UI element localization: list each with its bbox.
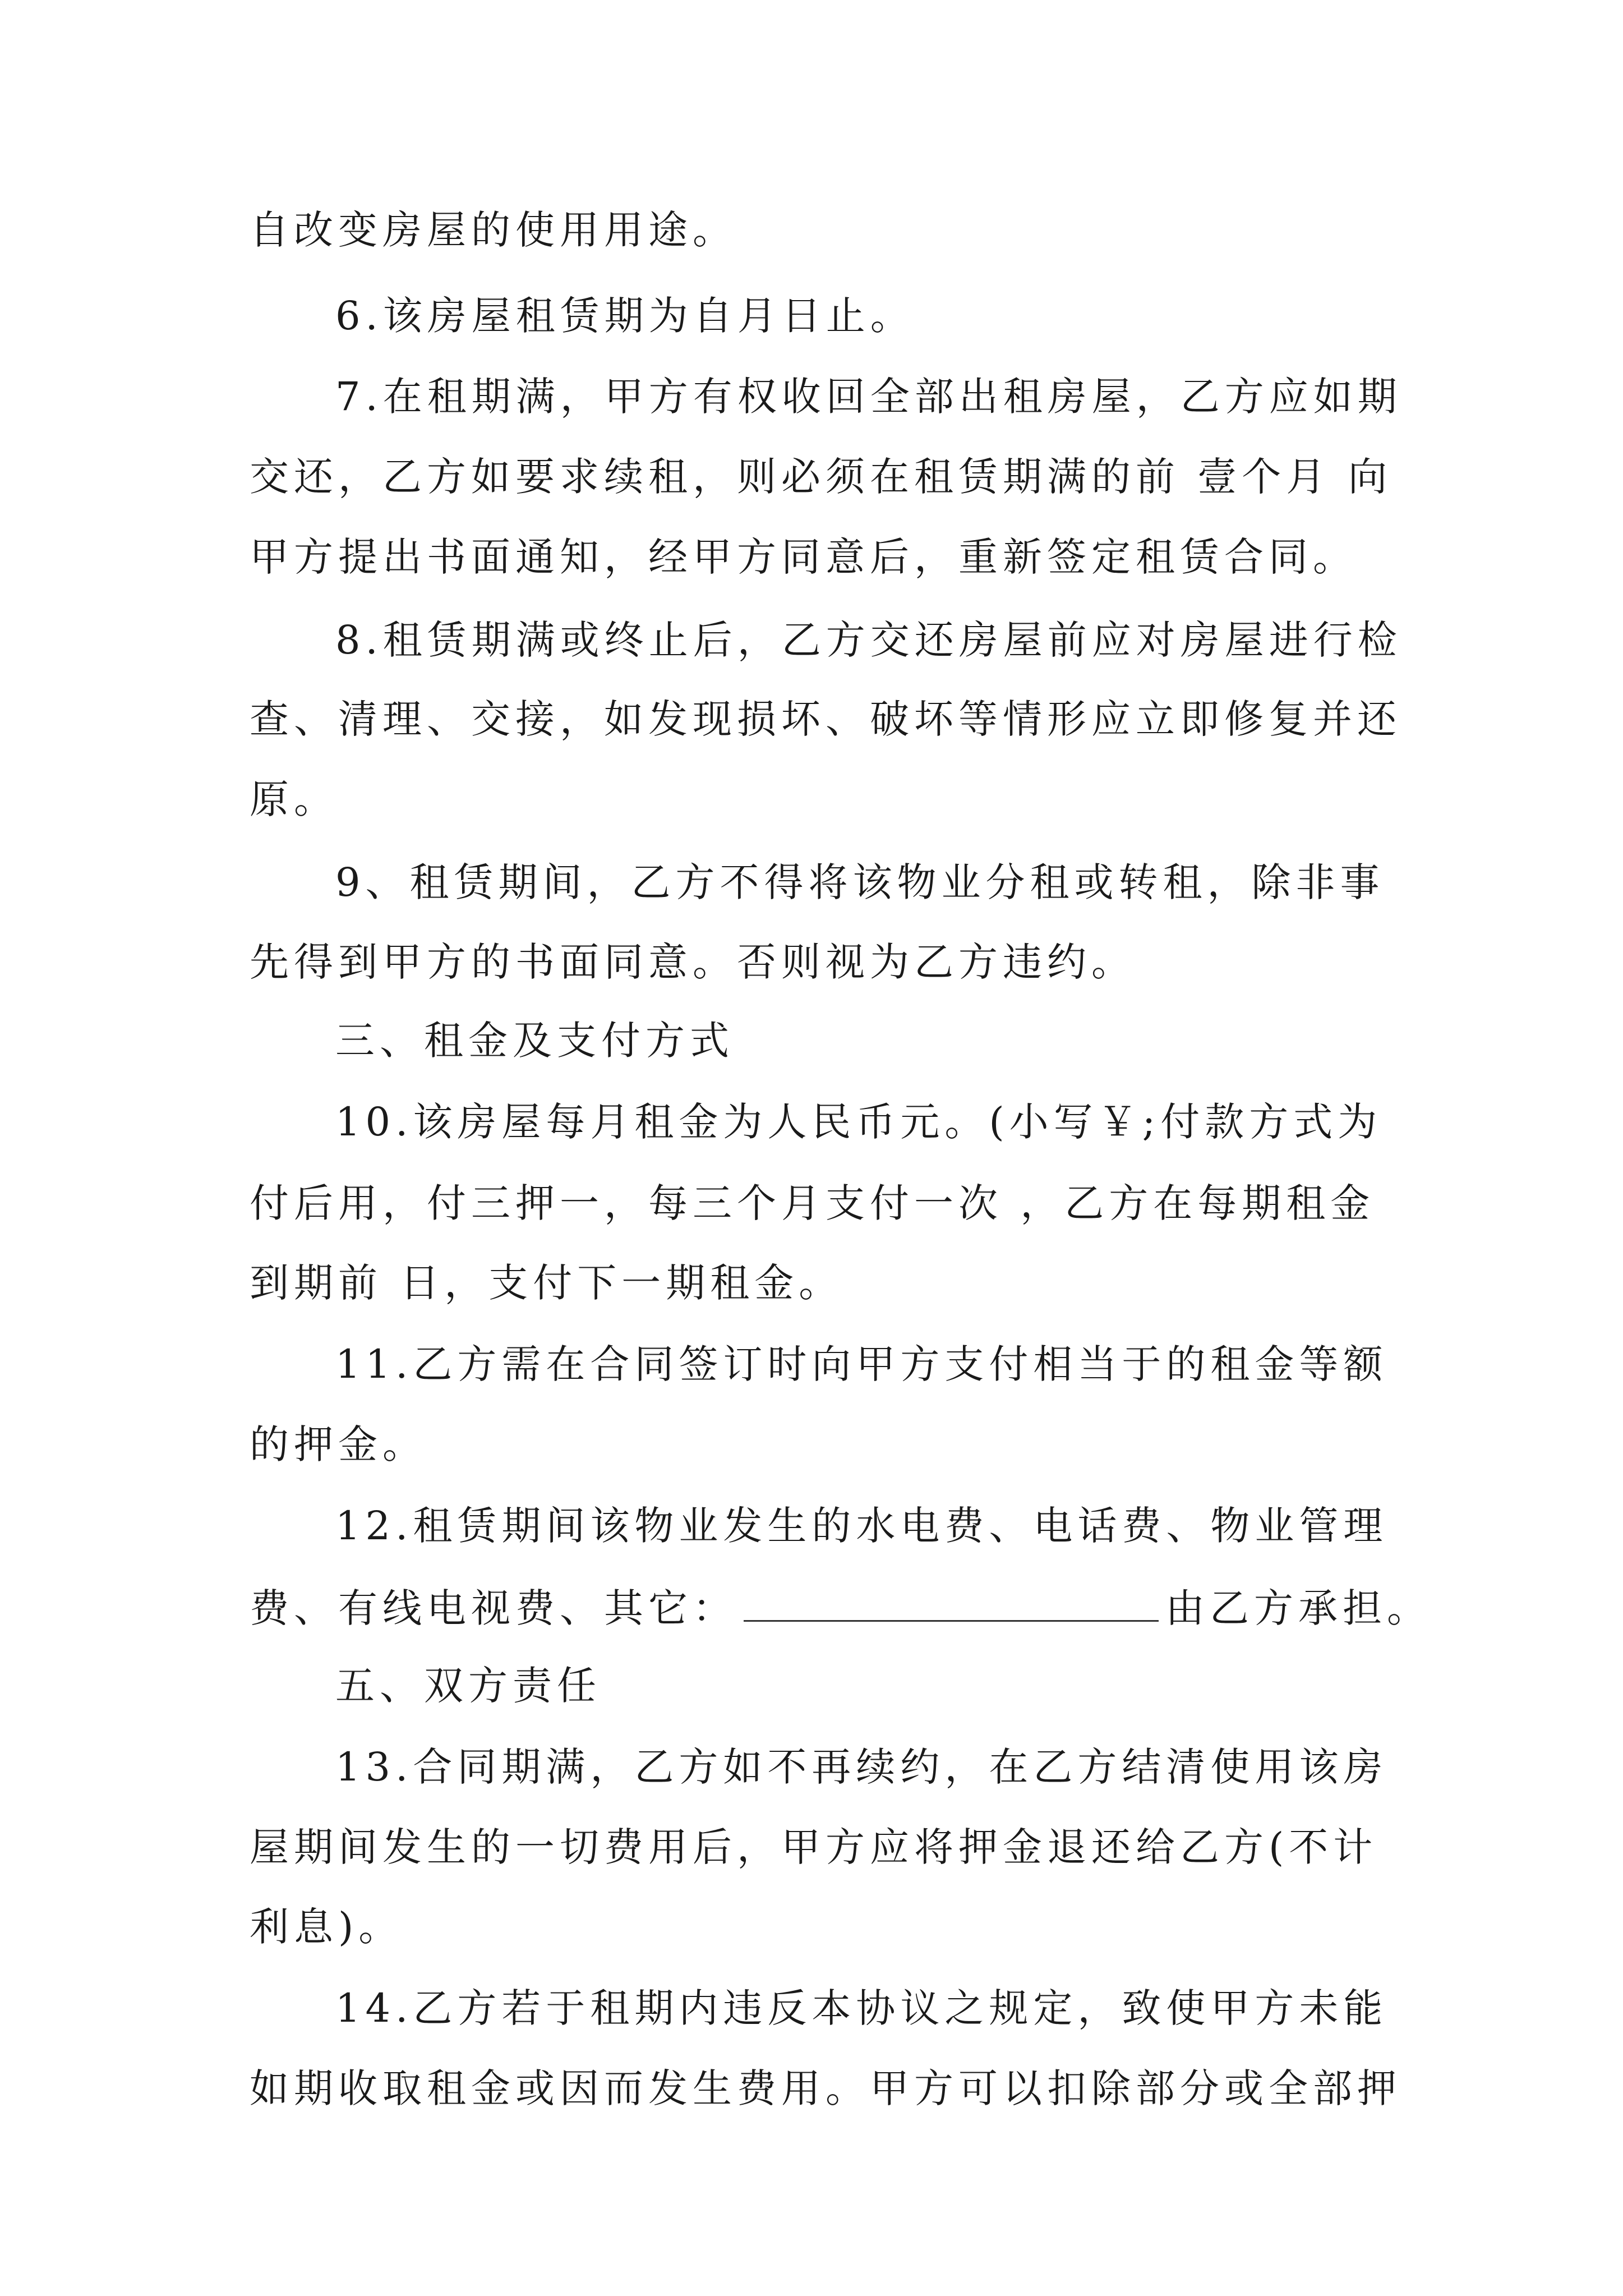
text-line: 屋期间发生的一切费用后，甲方应将押金退还给乙方(不计 xyxy=(250,1824,1378,1870)
text-line: 原。 xyxy=(250,776,338,822)
text-line: 利息)。 xyxy=(250,1904,403,1950)
text-line: 甲方提出书面通知，经甲方同意后，重新签定租赁合同。 xyxy=(250,534,1357,580)
text-line: 13.合同期满，乙方如不再续约，在乙方结清使用该房 xyxy=(335,1744,1388,1790)
text-line: 11.乙方需在合同签订时向甲方支付相当于的租金等额 xyxy=(335,1341,1388,1387)
text-fragment: 费、有线电视费、其它： xyxy=(250,1585,737,1631)
fill-in-blank xyxy=(744,1586,1159,1622)
text-line: 7.在租期满，甲方有权收回全部出租房屋，乙方应如期 xyxy=(335,374,1402,420)
text-line: 先得到甲方的书面同意。否则视为乙方违约。 xyxy=(250,939,1136,985)
text-line-with-blank xyxy=(250,1585,1431,1631)
text-line: 查、清理、交接，如发现损坏、破坏等情形应立即修复并还 xyxy=(250,696,1401,742)
text-line: 付后用，付三押一，每三个月支付一次 ，乙方在每期租金 xyxy=(250,1180,1375,1226)
text-line: 14.乙方若于租期内违反本协议之规定，致使甲方未能 xyxy=(335,1985,1388,2031)
text-fragment: 由乙方承担。 xyxy=(1165,1585,1431,1631)
text-line: 如期收取租金或因而发生费用。甲方可以扣除部分或全部押 xyxy=(250,2065,1401,2111)
text-line: 12.租赁期间该物业发生的水电费、电话费、物业管理 xyxy=(335,1503,1388,1549)
section-heading: 五、双方责任 xyxy=(335,1663,601,1709)
text-line: 交还，乙方如要求续租，则必须在租赁期满的前 壹个月 向 xyxy=(250,454,1393,500)
section-heading: 三、租金及支付方式 xyxy=(335,1018,734,1064)
text-line: 的押金。 xyxy=(250,1421,427,1467)
text-line: 自改变房屋的使用用途。 xyxy=(250,207,737,253)
text-line: 10.该房屋每月租金为人民币元。(小写￥;付款方式为 xyxy=(335,1099,1382,1145)
text-line: 8.租赁期满或终止后，乙方交还房屋前应对房屋进行检 xyxy=(335,617,1402,663)
text-line: 到期前 日，支付下一期租金。 xyxy=(250,1260,843,1306)
text-line: 6.该房屋租赁期为自月日止。 xyxy=(335,293,915,339)
text-line: 9、租赁期间，乙方不得将该物业分租或转租，除非事 xyxy=(335,859,1385,905)
